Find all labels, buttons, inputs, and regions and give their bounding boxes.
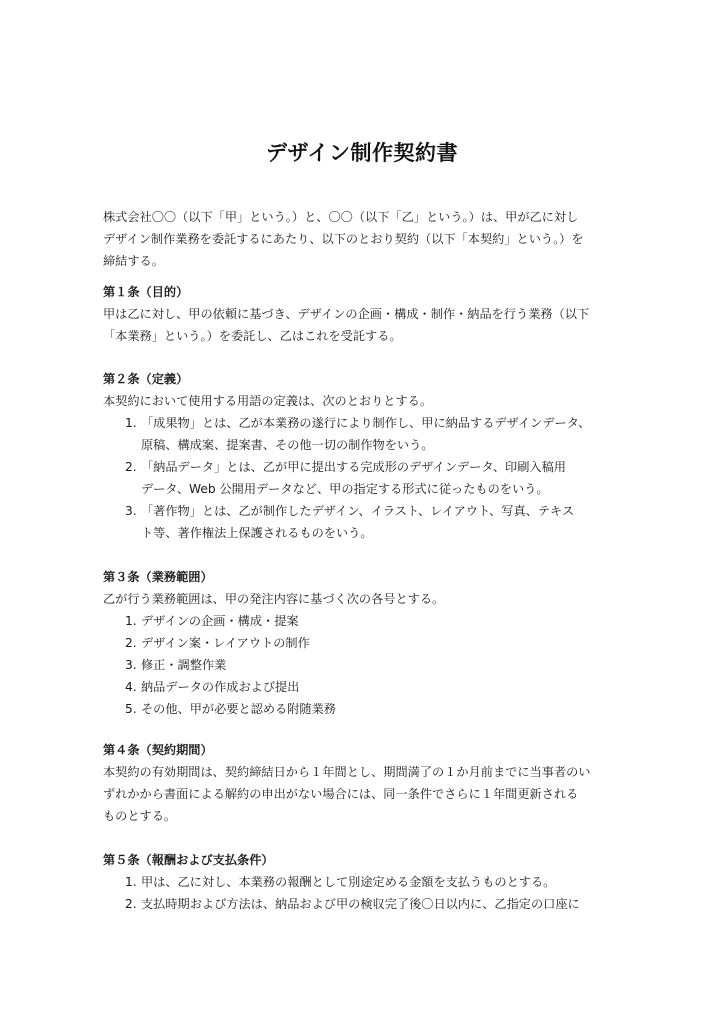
article-heading: 第３条（業務範囲） (103, 570, 213, 584)
list-item (103, 676, 633, 698)
article-line: 乙が行う業務範囲は、甲の発注内容に基づく次の各号とする。 (103, 592, 445, 606)
list-item-line: 「著作物」とは、乙が制作したデザイン、イラスト、レイアウト、写真、テキス (141, 504, 575, 518)
list-item (103, 610, 633, 632)
list-item (103, 893, 633, 915)
article-5 (103, 849, 633, 915)
list-item-line: 甲は、乙に対し、本業務の報酬として別途定める金額を支払うものとする。 (141, 875, 556, 889)
article-4 (103, 739, 633, 827)
list-item (103, 654, 633, 676)
list-number: 2. (125, 636, 137, 650)
list-item (103, 871, 633, 893)
list-item-line: 支払時期および方法は、納品および甲の検収完了後〇日以内に、乙指定の口座に (141, 897, 580, 911)
article-heading: 第２条（定義） (103, 372, 189, 386)
preamble-line: 株式会社〇〇（以下「甲」という。）と、〇〇（以下「乙」という。）は、甲が乙に対し (103, 210, 579, 224)
list-number: 1. (125, 614, 137, 628)
article-line: 本契約の有効期間は、契約締結日から１年間とし、期間満了の１か月前までに当事者のい (103, 765, 591, 779)
list-number: 3. (125, 658, 137, 672)
list-item (103, 456, 633, 500)
list-item-line: デザイン案・レイアウトの制作 (141, 636, 310, 650)
definition-list (103, 412, 633, 544)
article-line: 甲は乙に対し、甲の依頼に基づき、デザインの企画・構成・制作・納品を行う業務（以下 (103, 307, 590, 321)
article-line: 「本業務」という。）を委託し、乙はこれを受託する。 (103, 329, 402, 343)
list-item (103, 500, 633, 544)
list-number: 2. (125, 897, 137, 911)
preamble-line: デザイン制作業務を委託するにあたり、以下のとおり契約（以下「本契約」という。）を (103, 232, 584, 246)
preamble-line: 締結する。 (103, 254, 164, 268)
article-2 (103, 368, 633, 544)
list-item-line: 「納品データ」とは、乙が甲に提出する完成形のデザインデータ、印刷入稿用 (141, 460, 566, 474)
article-heading: 第５条（報酬および支払条件） (103, 853, 274, 867)
list-item (103, 698, 633, 720)
document-title: デザイン制作契約書 (265, 141, 459, 165)
article-1 (103, 281, 633, 347)
list-item-line: その他、甲が必要と認める附随業務 (141, 702, 336, 716)
list-number: 4. (125, 680, 137, 694)
list-item-line: 納品データの作成および提出 (141, 680, 300, 694)
list-item-line: 「成果物」とは、乙が本業務の遂行により制作し、甲に納品するデザインデータ、 (141, 416, 591, 430)
article-line: ずれかから書面による解約の申出がない場合には、同一条件でさらに１年間更新される (103, 787, 579, 801)
article-heading: 第４条（契約期間） (103, 743, 213, 757)
article-line: 本契約において使用する用語の定義は、次のとおりとする。 (103, 394, 433, 408)
list-item (103, 412, 633, 456)
scope-list (103, 610, 633, 720)
list-number: 2. (125, 460, 137, 474)
list-item-line: 原稿、構成案、提案書、その他一切の制作物をいう。 (141, 438, 434, 452)
article-line: ものとする。 (103, 809, 177, 823)
list-item-line: デザインの企画・構成・提案 (141, 614, 299, 628)
payment-list (103, 871, 633, 915)
article-3 (103, 566, 633, 720)
list-number: 3. (125, 504, 137, 518)
list-number: 1. (125, 875, 137, 889)
list-number: 5. (125, 702, 137, 716)
list-item-line: ト等、著作権法上保護されるものをいう。 (141, 526, 373, 540)
article-heading: 第１条（目的） (103, 285, 189, 299)
list-number: 1. (125, 416, 137, 430)
list-item-line: 修正・調整作業 (141, 658, 227, 672)
preamble (103, 206, 633, 272)
list-item-line: データ、Web 公開用データなど、甲の指定する形式に従ったものをいう。 (141, 482, 549, 496)
list-item (103, 632, 633, 654)
